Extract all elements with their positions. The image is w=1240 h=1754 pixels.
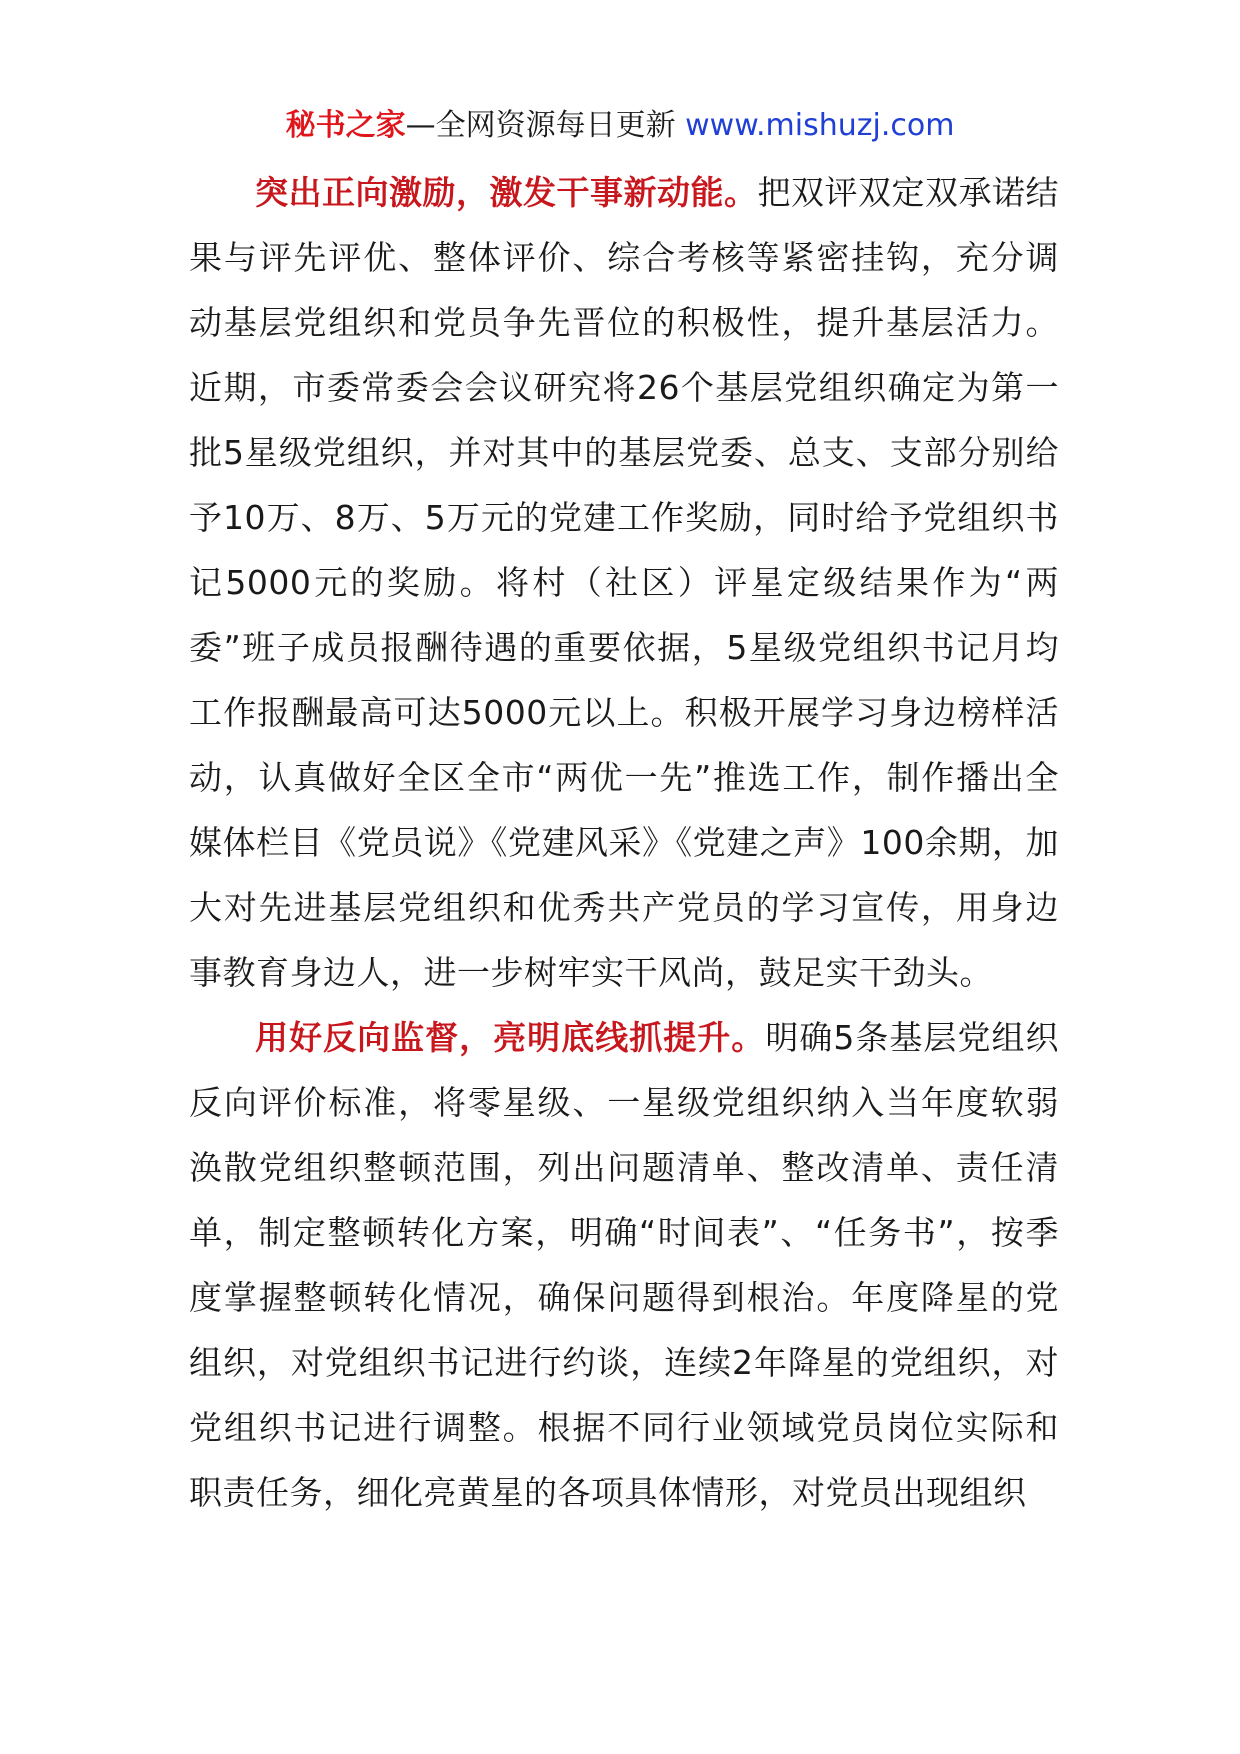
paragraph-heading: 用好反向监督，亮明底线抓提升。 [255, 1018, 766, 1057]
paragraph-positive-incentive [189, 160, 1059, 1005]
paragraph-heading: 突出正向激励，激发干事新动能。 [255, 173, 758, 212]
site-url-link[interactable]: www.mishuzj.com [685, 108, 955, 143]
paragraph-text: 明确5条基层党组织反向评价标准，将零星级、一星级党组织纳入当年度软弱涣散党组织整顿范围，列出问题清单、整改清单、责任清单，制定整顿转化方案，明确“时间表”、“任务书”，按季度掌握整顿转化情况，确保问题得到根治。年度降星的党组织，对党组织书记进行约谈，连续2年降星的党组织，对党组织书记进行调整。根据不同行业领域党员岗位实际和职责任务，细化亮黄星的各项具体情形，对党员出现组织 [189, 1018, 1059, 1512]
paragraph-text: 把双评双定双承诺结果与评先评优、整体评价、综合考核等紧密挂钩，充分调动基层党组织和党员争先晋位的积极性，提升基层活力。近期，市委常委会会议研究将26个基层党组织确定为第一批5星级党组织，并对其中的基层党委、总支、支部分别给予10万、8万、5万元的党建工作奖励，同时给予党组织书记5000元的奖励。将村（社区）评星定级结果作为“两委”班子成员报酬待遇的重要依据，5星级党组织书记月均工作报酬最高可达5000元以上。积极开展学习身边榜样活动，认真做好全区全市“两优一先”推选工作，制作播出全媒体栏目《党员说》《党建风采》《党建之声》100余期，加大对先进基层党组织和优秀共产党员的学习宣传，用身边事教育身边人，进一步树牢实干风尚，鼓足实干劲头。 [189, 173, 1059, 992]
paragraph-reverse-supervision [189, 1005, 1059, 1525]
document-body [189, 160, 1059, 1525]
site-brand: 秘书之家 [285, 108, 406, 143]
site-header [0, 104, 1240, 148]
site-tagline: —全网资源每日更新 [405, 108, 676, 143]
